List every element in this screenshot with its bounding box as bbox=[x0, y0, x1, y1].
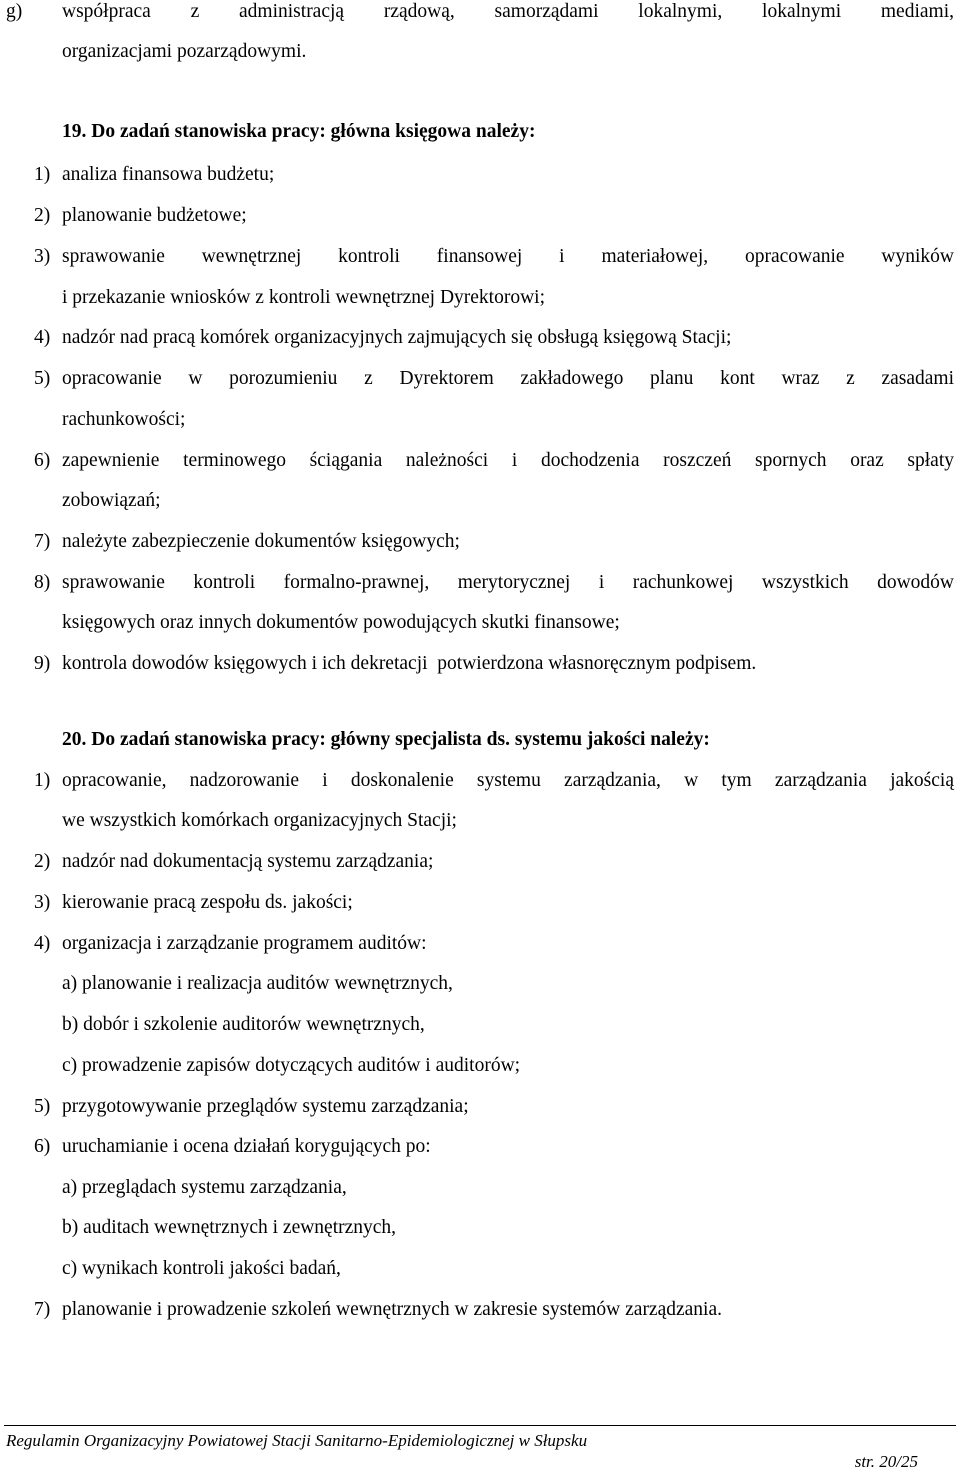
list-item-text: sprawowanie kontroli formalno-prawnej, merytorycznej i rachunkowej wszystkich dowodów bbox=[62, 572, 954, 593]
section-heading: 19. Do zadań stanowiska pracy: główna księgowa należy: bbox=[62, 121, 536, 142]
list-item-text: księgowych oraz innych dokumentów powodujących skutki finansowe; bbox=[62, 612, 620, 633]
list-item-text: organizacjami pozarządowymi. bbox=[62, 41, 307, 62]
list-marker: 3) bbox=[34, 892, 51, 913]
footer-title: Regulamin Organizacyjny Powiatowej Stacji Sanitarno-Epidemiologicznej w Słupsku bbox=[6, 1431, 588, 1450]
list-item-text: planowanie i prowadzenie szkoleń wewnętrznych w zakresie systemów zarządzania. bbox=[62, 1299, 723, 1320]
list-marker: g) bbox=[6, 1, 23, 22]
list-marker: 7) bbox=[34, 531, 51, 552]
sub-list-item-text: c) prowadzenie zapisów dotyczących auditów i auditorów; bbox=[62, 1055, 521, 1076]
list-marker: 9) bbox=[34, 653, 51, 674]
page-number: str. 20/25 bbox=[854, 1452, 918, 1471]
sub-list-item-text: a) przeglądach systemu zarządzania, bbox=[62, 1177, 347, 1198]
list-marker: 4) bbox=[34, 327, 51, 348]
list-item-text: sprawowanie wewnętrznej kontroli finansowej i materiałowej, opracowanie wyników bbox=[62, 246, 954, 267]
list-marker: 2) bbox=[34, 851, 51, 872]
list-item-text: kontrola dowodów księgowych i ich dekretacji potwierdzona własnoręcznym podpisem. bbox=[62, 653, 757, 674]
list-marker: 2) bbox=[34, 205, 51, 226]
sub-list-item-text: a) planowanie i realizacja auditów wewnętrznych, bbox=[62, 973, 453, 994]
list-marker: 6) bbox=[34, 450, 51, 471]
list-item-text: należyte zabezpieczenie dokumentów księgowych; bbox=[62, 531, 460, 552]
list-item-text: przygotowywanie przeglądów systemu zarządzania; bbox=[62, 1096, 469, 1117]
section-heading: 20. Do zadań stanowiska pracy: główny specjalista ds. systemu jakości należy: bbox=[62, 729, 710, 750]
list-marker: 7) bbox=[34, 1299, 51, 1320]
list-item-text: organizacja i zarządzanie programem auditów: bbox=[62, 933, 427, 954]
list-item-text: opracowanie, nadzorowanie i doskonalenie systemu zarządzania, w tym zarządzania jakością bbox=[62, 770, 954, 791]
sub-list-item-text: c) wynikach kontroli jakości badań, bbox=[62, 1258, 341, 1279]
footer-divider bbox=[4, 1425, 956, 1426]
list-item-text: i przekazanie wniosków z kontroli wewnętrznej Dyrektorowi; bbox=[62, 287, 546, 308]
list-item-text: współpraca z administracją rządową, samorządami lokalnymi, lokalnymi mediami, bbox=[62, 1, 954, 22]
list-marker: 1) bbox=[34, 770, 51, 791]
list-item-text: zobowiązań; bbox=[62, 490, 161, 511]
list-marker: 5) bbox=[34, 368, 51, 389]
list-item-text: nadzór nad dokumentacją systemu zarządzania; bbox=[62, 851, 434, 872]
list-item-text: uruchamianie i ocena działań korygujących po: bbox=[62, 1136, 431, 1157]
sub-list-item-text: b) auditach wewnętrznych i zewnętrznych, bbox=[62, 1217, 397, 1238]
list-item-text: analiza finansowa budżetu; bbox=[62, 164, 275, 185]
list-item-text: kierowanie pracą zespołu ds. jakości; bbox=[62, 892, 353, 913]
list-item-text: we wszystkich komórkach organizacyjnych Stacji; bbox=[62, 810, 457, 831]
list-item-text: rachunkowości; bbox=[62, 409, 186, 430]
list-marker: 4) bbox=[34, 933, 51, 954]
list-marker: 8) bbox=[34, 572, 51, 593]
list-marker: 3) bbox=[34, 246, 51, 267]
list-item-text: nadzór nad pracą komórek organizacyjnych zajmujących się obsługą księgową Stacji; bbox=[62, 327, 732, 348]
list-marker: 6) bbox=[34, 1136, 51, 1157]
list-item-text: opracowanie w porozumieniu z Dyrektorem zakładowego planu kont wraz z zasadami bbox=[62, 368, 954, 389]
list-item-text: planowanie budżetowe; bbox=[62, 205, 247, 226]
list-marker: 5) bbox=[34, 1096, 51, 1117]
sub-list-item-text: b) dobór i szkolenie auditorów wewnętrznych, bbox=[62, 1014, 425, 1035]
list-marker: 1) bbox=[34, 164, 51, 185]
list-item-text: zapewnienie terminowego ściągania należności i dochodzenia roszczeń spornych oraz spłaty bbox=[62, 450, 954, 471]
